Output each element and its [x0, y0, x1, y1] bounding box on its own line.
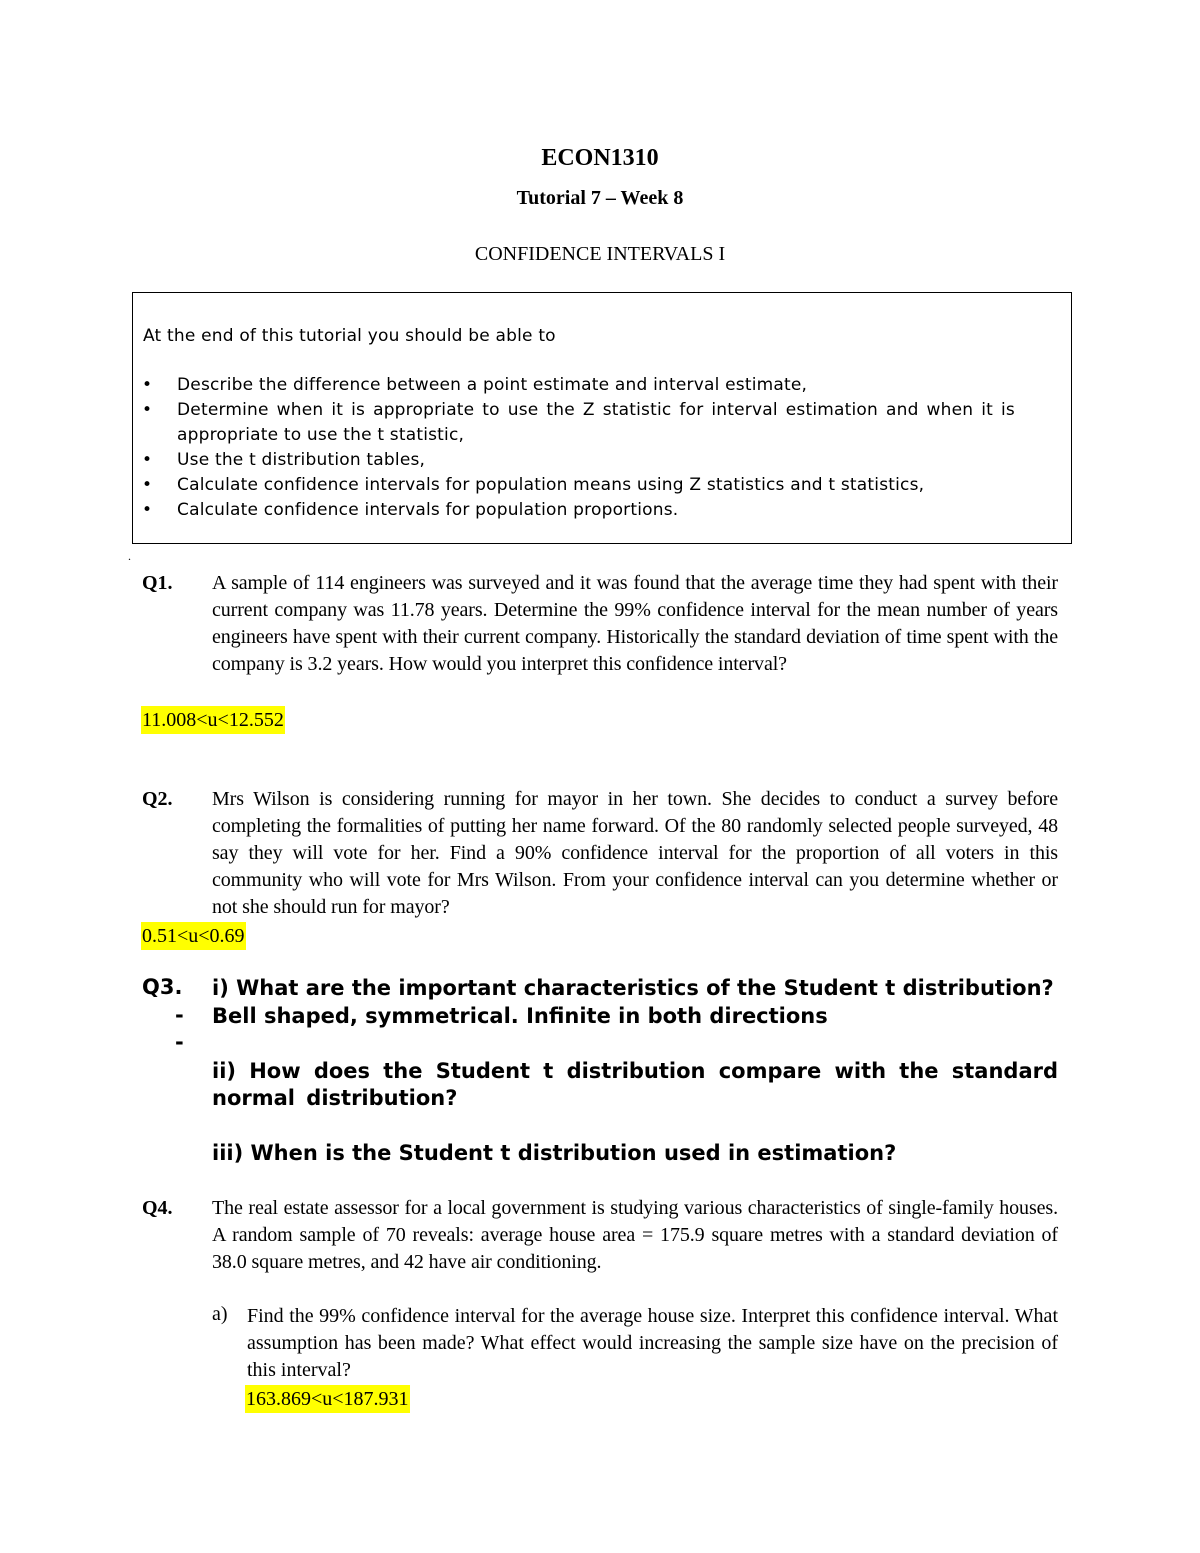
stray-mark: . — [128, 549, 131, 563]
q3-dash: - — [175, 1003, 184, 1027]
q4-part-a-label: a) — [212, 1303, 228, 1325]
objective-text: Use the t distribution tables, — [177, 450, 426, 470]
objective-text: Calculate confidence intervals for population proportions. — [177, 500, 679, 520]
q3-label: Q3. — [142, 975, 183, 999]
q4-label: Q4. — [142, 1197, 173, 1219]
objective-text: Describe the difference between a point estimate and interval estimate, — [177, 375, 808, 395]
q2-label: Q2. — [142, 788, 173, 810]
q4-answer-a: 163.869<u<187.931 — [245, 1385, 410, 1413]
objective-item — [133, 398, 1073, 448]
bullet-icon: • — [142, 500, 153, 520]
q2-text: Mrs Wilson is considering running for mayor in her town. She decides to conduct a survey before completing the formalities of putting her name forward. Of the 80 randomly selected people surveyed, 48 say they will vote for her. Find a 90% confidence interval for the proportion of all voters in this community who will vote for Mrs Wilson. From your confidence interval can you determine whether or not she should run for mayor? — [212, 788, 1058, 918]
q1-answer: 11.008<u<12.552 — [141, 706, 285, 734]
objective-item — [133, 473, 1073, 498]
tutorial-heading: Tutorial 7 – Week 8 — [516, 187, 684, 209]
objective-item — [133, 498, 1073, 523]
objective-item — [133, 448, 1073, 473]
objectives-list — [133, 373, 1073, 523]
q3-answer-i: Bell shaped, symmetrical. Infinite in both directions — [212, 1004, 828, 1028]
q4-part-a-text: Find the 99% confidence interval for the average house size. Interpret this confidence interval. What assumption has been made? What effect would increasing the sample size have on the precision of this interval? — [247, 1305, 1058, 1381]
bullet-icon: • — [142, 400, 153, 420]
q3-dash: - — [175, 1030, 184, 1054]
topic-heading: CONFIDENCE INTERVALS I — [474, 243, 726, 265]
bullet-icon: • — [142, 450, 153, 470]
objective-text: Calculate confidence intervals for population means using Z statistics and t statistics, — [177, 475, 925, 495]
objectives-intro: At the end of this tutorial you should be able to — [143, 326, 556, 346]
objective-item — [133, 373, 1073, 398]
q3-part-ii: ii) How does the Student t distribution compare with the standard normal distribution? — [212, 1059, 1058, 1110]
bullet-icon: • — [142, 375, 153, 395]
q3-part-iii: iii) When is the Student t distribution used in estimation? — [212, 1141, 897, 1165]
q3-part-i: i) What are the important characteristics of the Student t distribution? — [212, 976, 1054, 1000]
bullet-icon: • — [142, 475, 153, 495]
q1-text: A sample of 114 engineers was surveyed and it was found that the average time they had spent with their current company was 11.78 years. Determine the 99% confidence interval for the mean number of years engineers have spent with their current company. Historically the standard deviation of time spent with the company is 3.2 years. How would you interpret this confidence interval? — [212, 572, 1058, 675]
q2-answer: 0.51<u<0.69 — [141, 922, 246, 950]
q4-text: The real estate assessor for a local government is studying various characteristics of single-family houses. A random sample of 70 reveals: average house area = 175.9 square metres with a standard deviation of 38.0 square metres, and 42 have air conditioning. — [212, 1197, 1058, 1273]
objective-text: Determine when it is appropriate to use the Z statistic for interval estimation and when it is appropriate to use the t statistic, — [177, 400, 1015, 445]
learning-objectives-box — [132, 292, 1072, 544]
q1-label: Q1. — [142, 572, 173, 594]
course-code: ECON1310 — [541, 145, 659, 171]
